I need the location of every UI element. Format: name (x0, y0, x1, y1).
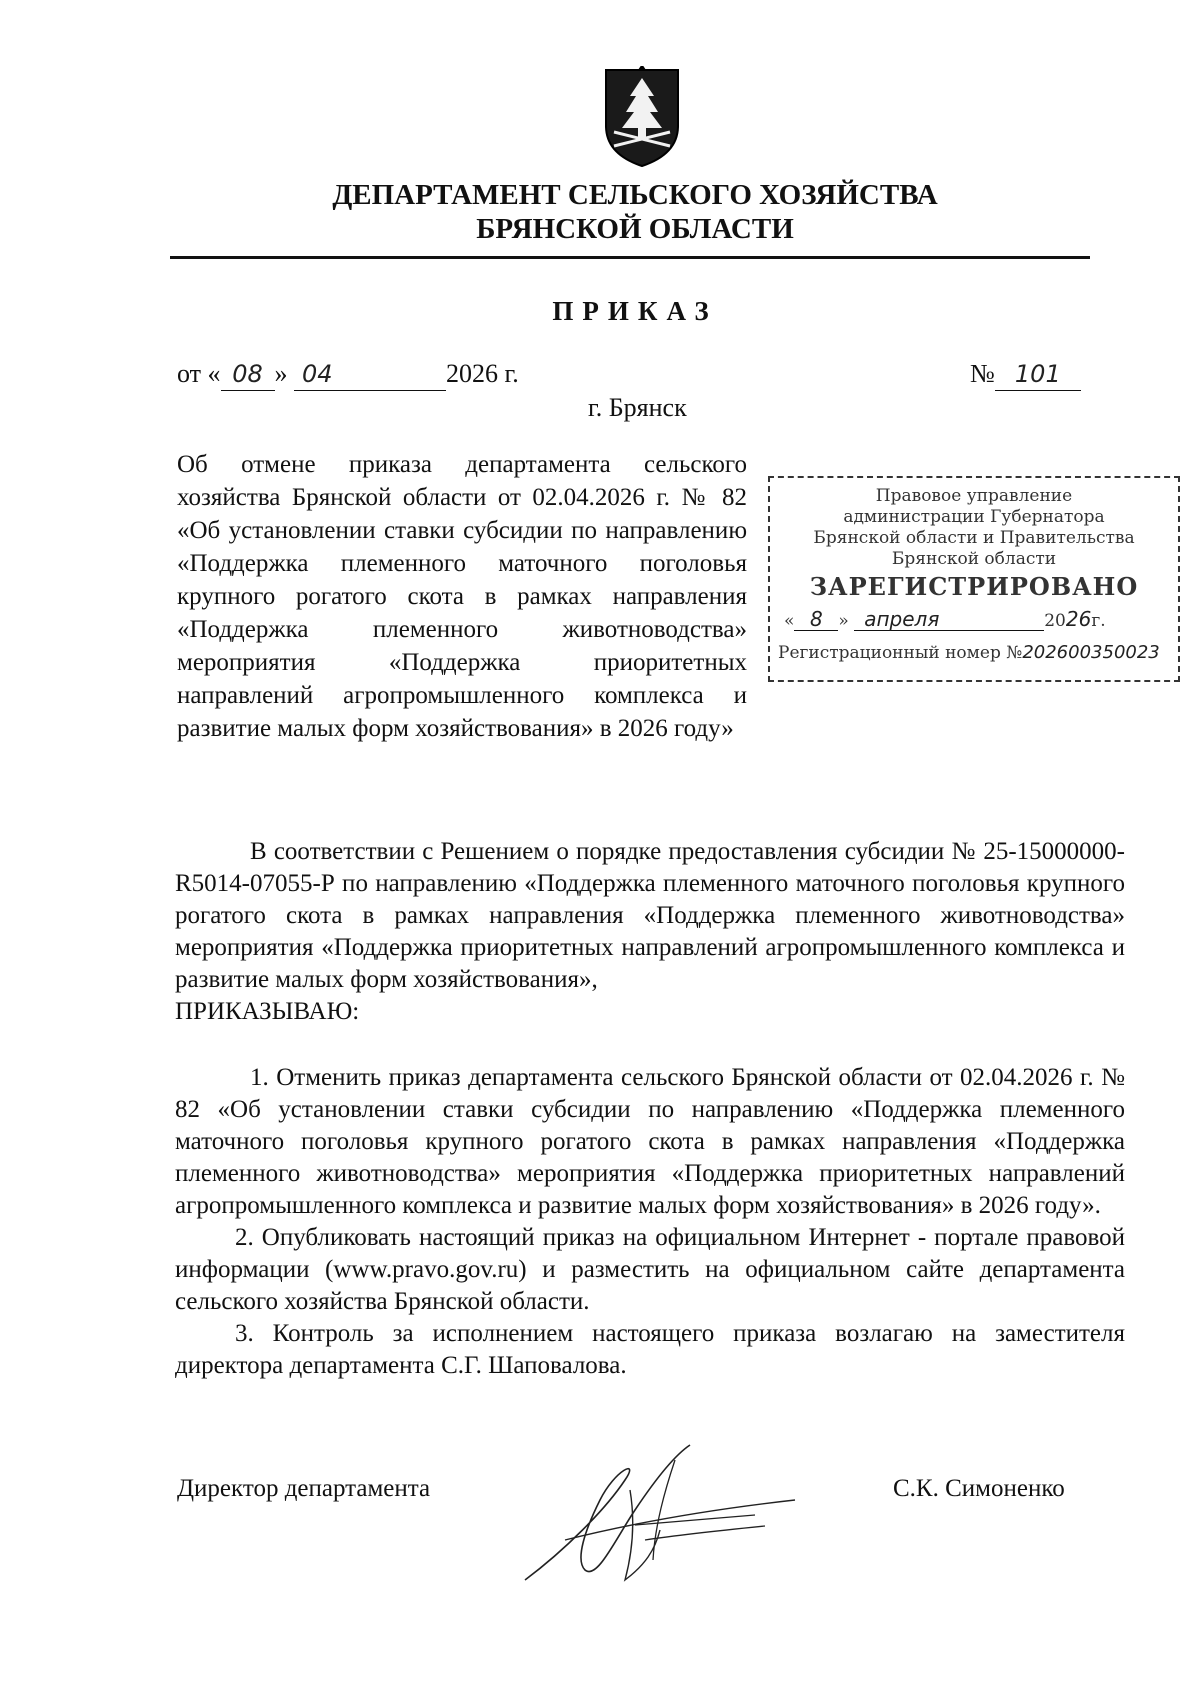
stamp-year-tail: г. (1091, 611, 1106, 631)
department-name-line2: БРЯНСКОЙ ОБЛАСТИ (476, 213, 794, 245)
order-subject: Об отмене приказа департамента сельского хозяйства Брянской области от 02.04.2026 г. № 82 «Об установлении ставки субсидии по направлению «Поддержка племенного маточного поголовья крупного рогатого скота в рамках направления «Поддержка племенного животноводства» мероприятия «Поддержка приоритетных направлений агропромышленного комплекса и развитие малых форм хозяйствования» в 2026 году» (177, 451, 747, 742)
order-title: ПРИКАЗ (552, 296, 718, 326)
item-1: 1. Отменить приказ департамента сельского Брянской области от 02.04.2026 г. № 82 «Об установлении ставки субсидии по направлению «Поддержка племенного маточного поголовья крупного рогатого скота в рамках направления «Поддержка племенного животноводства» мероприятия «Поддержка приоритетных направлений агропромышленного комплекса и развитие малых форм хозяйствования» в 2026 году». (175, 1064, 1125, 1219)
stamp-title: ЗАРЕГИСТРИРОВАНО (809, 572, 1139, 601)
stamp-day: 8 (794, 609, 838, 631)
number-label: № (970, 359, 995, 388)
handwritten-signature (505, 1430, 815, 1595)
stamp-date-close: » (838, 611, 849, 631)
registration-stamp (768, 476, 1180, 682)
header-divider (170, 256, 1090, 259)
stamp-year-prefix: 20 (1044, 611, 1066, 631)
order-date (177, 358, 519, 391)
signer-position: Директор департамента (177, 1475, 431, 1502)
order-body (175, 836, 1125, 1382)
stamp-line4: Брянской области (891, 549, 1057, 569)
stamp-reg-number: 202600350023 (1022, 642, 1160, 663)
date-year: 2026 г. (446, 359, 519, 388)
stamp-reg (770, 642, 1178, 664)
signer-name: С.К. Симоненко (893, 1475, 1065, 1502)
stamp-year-suffix: 26 (1065, 607, 1092, 631)
date-day: 08 (221, 358, 275, 391)
date-mid: » (274, 359, 288, 388)
preamble: В соответствии с Решением о порядке предоставления субсидии № 25-15000000-R5014-07055-Р по направлению «Поддержка племенного маточного поголовья крупного рогатого скота в рамках направления «Поддержка племенного животноводства» мероприятия «Поддержка приоритетных направлений агропромышленного комплекса и развитие малых форм хозяйствования», (175, 838, 1125, 993)
date-month: 04 (294, 358, 446, 391)
city: г. Брянск (588, 393, 687, 422)
stamp-line1: Правовое управление (875, 486, 1073, 506)
stamp-date (770, 609, 1178, 632)
order-number (970, 358, 1081, 391)
item-3: 3. Контроль за исполнением настоящего приказа возлагаю на заместителя директора департамента С.Г. Шаповалова. (175, 1320, 1125, 1379)
stamp-date-open: « (784, 611, 795, 631)
coat-of-arms-emblem (600, 66, 684, 168)
stamp-reg-label: Регистрационный номер № (778, 643, 1023, 663)
stamp-month: апреля (854, 609, 1044, 631)
date-prefix: от « (177, 359, 221, 388)
department-name-line1: ДЕПАРТАМЕНТ СЕЛЬСКОГО ХОЗЯЙСТВА (332, 179, 938, 211)
item-2: 2. Опубликовать настоящий приказ на официальном Интернет - портале правовой информации (www.pravo.gov.ru) и разместить на официальном сайте департамента сельского хозяйства Брянской области. (175, 1224, 1125, 1315)
stamp-line3: Брянской области и Правительства (813, 528, 1135, 548)
order-word: ПРИКАЗЫВАЮ: (175, 998, 360, 1025)
number-value: 101 (995, 358, 1081, 391)
stamp-line2: администрации Губернатора (843, 507, 1105, 527)
